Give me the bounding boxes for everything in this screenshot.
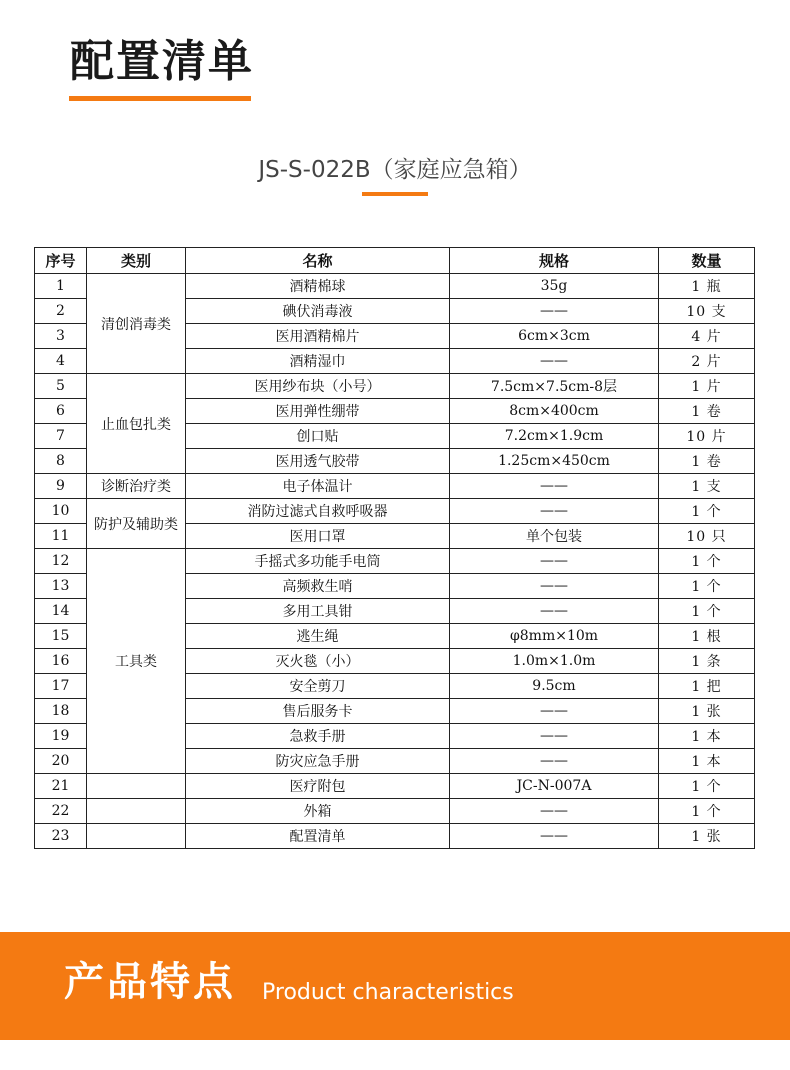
item-name: 医用口罩 [186,524,450,549]
row-no: 16 [35,649,87,674]
item-name: 安全剪刀 [186,674,450,699]
header-quantity: 数量 [659,248,755,274]
features-title-cn: 产品特点 [64,959,236,1005]
item-spec: 7.5cm×7.5cm-8层 [450,374,659,399]
category-cell-empty [87,799,186,824]
header-spec: 规格 [450,248,659,274]
item-quantity: 1 支 [659,474,755,499]
row-no: 17 [35,674,87,699]
item-name: 配置清单 [186,824,450,849]
category-cell: 清创消毒类 [87,274,186,374]
item-spec: 35g [450,274,659,299]
table-row [35,374,755,399]
item-quantity: 10 支 [659,299,755,324]
item-spec: —— [450,299,659,324]
row-no: 19 [35,724,87,749]
item-name: 医用透气胶带 [186,449,450,474]
row-no: 18 [35,699,87,724]
item-spec: —— [450,724,659,749]
category-cell: 止血包扎类 [87,374,186,474]
category-cell: 防护及辅助类 [87,499,186,549]
item-name: 医用纱布块（小号） [186,374,450,399]
table-header-row [35,248,755,274]
item-spec: φ8mm×10m [450,624,659,649]
item-name: 售后服务卡 [186,699,450,724]
row-no: 10 [35,499,87,524]
item-spec: 8cm×400cm [450,399,659,424]
row-no: 23 [35,824,87,849]
category-cell-empty [87,774,186,799]
item-quantity: 10 只 [659,524,755,549]
item-spec: 6cm×3cm [450,324,659,349]
item-spec: —— [450,349,659,374]
category-cell: 诊断治疗类 [87,474,186,499]
item-spec: 7.2cm×1.9cm [450,424,659,449]
item-name: 手摇式多功能手电筒 [186,549,450,574]
item-quantity: 1 条 [659,649,755,674]
category-cell: 工具类 [87,549,186,774]
item-quantity: 1 片 [659,374,755,399]
item-spec: —— [450,574,659,599]
row-no: 7 [35,424,87,449]
item-spec: —— [450,599,659,624]
table-row [35,799,755,824]
row-no: 3 [35,324,87,349]
item-spec: 1.25cm×450cm [450,449,659,474]
item-name: 外箱 [186,799,450,824]
item-quantity: 1 个 [659,574,755,599]
item-name: 医用酒精棉片 [186,324,450,349]
row-no: 6 [35,399,87,424]
table-row [35,499,755,524]
item-name: 酒精棉球 [186,274,450,299]
item-name: 逃生绳 [186,624,450,649]
item-spec: JC-N-007A [450,774,659,799]
item-spec: —— [450,699,659,724]
table-row [35,549,755,574]
item-quantity: 1 卷 [659,449,755,474]
item-name: 医用弹性绷带 [186,399,450,424]
features-title-en: Product characteristics [262,980,514,1005]
row-no: 15 [35,624,87,649]
item-spec: 单个包装 [450,524,659,549]
row-no: 12 [35,549,87,574]
item-name: 消防过滤式自救呼吸器 [186,499,450,524]
item-quantity: 1 张 [659,699,755,724]
item-quantity: 1 个 [659,549,755,574]
row-no: 2 [35,299,87,324]
table-row [35,274,755,299]
item-quantity: 1 张 [659,824,755,849]
item-name: 多用工具钳 [186,599,450,624]
item-spec: —— [450,549,659,574]
header-category: 类别 [87,248,186,274]
item-spec: —— [450,499,659,524]
product-heading: JS-S-022B（家庭应急箱） [258,157,532,183]
item-quantity: 2 片 [659,349,755,374]
item-name: 医疗附包 [186,774,450,799]
item-quantity: 1 个 [659,599,755,624]
item-spec: 1.0m×1.0m [450,649,659,674]
item-quantity: 1 瓶 [659,274,755,299]
product-heading-underline [362,192,428,196]
item-name: 防灾应急手册 [186,749,450,774]
item-name: 碘伏消毒液 [186,299,450,324]
row-no: 8 [35,449,87,474]
header-no: 序号 [35,248,87,274]
item-name: 创口贴 [186,424,450,449]
item-name: 灭火毯（小） [186,649,450,674]
category-cell-empty [87,824,186,849]
row-no: 14 [35,599,87,624]
table-row [35,824,755,849]
item-quantity: 1 个 [659,799,755,824]
item-quantity: 4 片 [659,324,755,349]
row-no: 9 [35,474,87,499]
item-quantity: 1 本 [659,724,755,749]
row-no: 20 [35,749,87,774]
item-quantity: 10 片 [659,424,755,449]
item-quantity: 1 卷 [659,399,755,424]
item-quantity: 1 本 [659,749,755,774]
row-no: 22 [35,799,87,824]
item-quantity: 1 个 [659,499,755,524]
configuration-table [34,247,755,849]
row-no: 5 [35,374,87,399]
item-spec: —— [450,799,659,824]
item-quantity: 1 个 [659,774,755,799]
item-quantity: 1 把 [659,674,755,699]
item-name: 急救手册 [186,724,450,749]
item-name: 电子体温计 [186,474,450,499]
item-spec: —— [450,474,659,499]
row-no: 4 [35,349,87,374]
row-no: 1 [35,274,87,299]
table-row [35,774,755,799]
page-title: 配置清单 [70,36,254,87]
item-spec: —— [450,749,659,774]
item-quantity: 1 根 [659,624,755,649]
item-spec: —— [450,824,659,849]
row-no: 11 [35,524,87,549]
row-no: 13 [35,574,87,599]
item-spec: 9.5cm [450,674,659,699]
item-name: 高频救生哨 [186,574,450,599]
row-no: 21 [35,774,87,799]
table-row [35,474,755,499]
item-name: 酒精湿巾 [186,349,450,374]
header-name: 名称 [186,248,450,274]
title-underline [69,96,251,101]
